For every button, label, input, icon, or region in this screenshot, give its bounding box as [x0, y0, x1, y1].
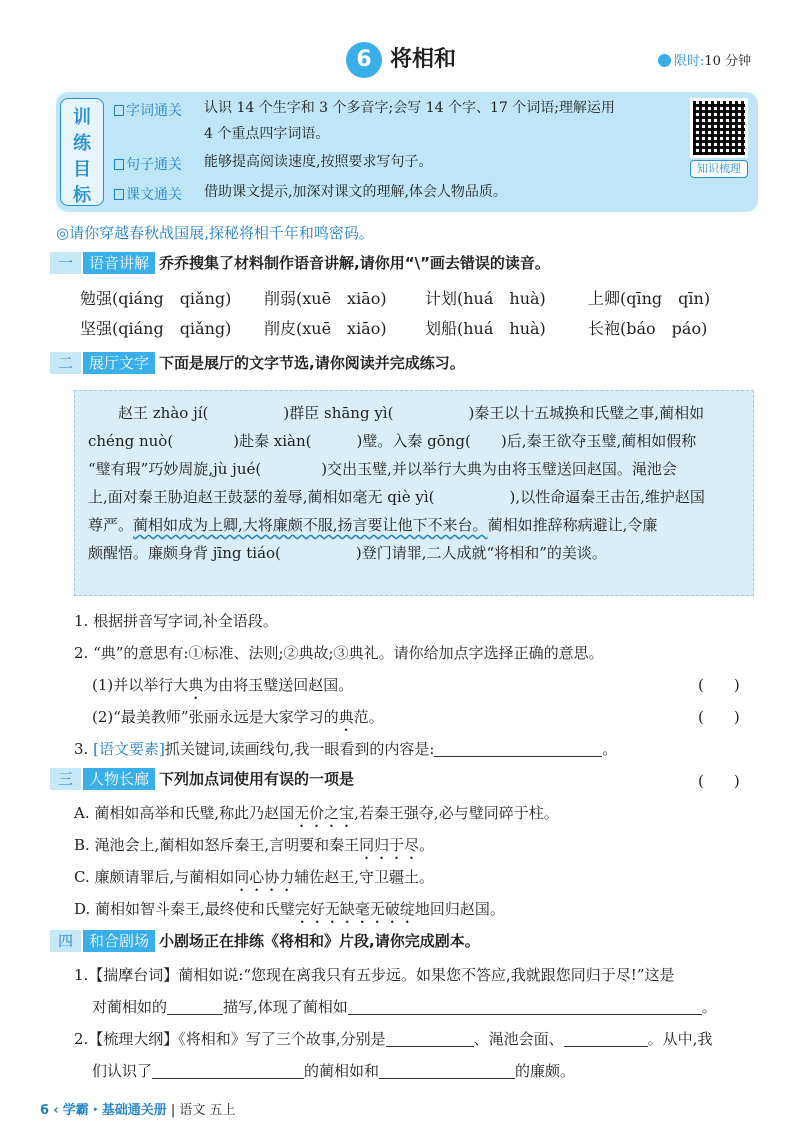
time-limit-value: 10 分钟 — [704, 54, 752, 69]
question-2-1: 1. 根据拼音写字词,补全语段。 — [74, 612, 278, 630]
goal-label-words: 字词通关 — [114, 100, 182, 120]
clock-icon — [658, 54, 671, 67]
goal-text: 4 个重点四字词语。 — [204, 126, 330, 142]
section-instruction: 小剧场正在排练《将相和》片段,请你完成剧本。 — [159, 932, 480, 950]
goal-text: 认识 14 个生字和 3 个多音字;会写 14 个字、17 个词语;理解运用 — [204, 100, 615, 116]
passage-line: “璧有瑕”巧妙周旋,jù jué( )交出玉璧,并以举行大典为由将玉璧送回赵国。渑池会 — [88, 460, 677, 478]
section-3-header — [50, 768, 354, 790]
page-number: 6 — [40, 1103, 50, 1118]
section-4-header — [50, 930, 480, 952]
book-brand: 学霸・基础通关册 — [62, 1103, 167, 1118]
lesson-number-badge: 6 — [346, 42, 382, 78]
chevron-left-icon: ‹ — [53, 1103, 59, 1118]
pinyin-item: 削皮(xuē xiāo) — [264, 319, 387, 338]
pinyin-item: 勉强(qiáng qiǎng) — [80, 289, 232, 308]
goal-label-sentences: 句子通关 — [114, 154, 182, 174]
option-b[interactable]: B. 渑池会上,蔺相如怒斥秦王,言明要和秦王同归于尽。 — [74, 836, 435, 854]
pinyin-item: 划船(huá huà) — [425, 319, 546, 338]
book-subject: 语文 五上 — [179, 1103, 236, 1118]
key-sentence: 蔺相如成为上卿,大将廉颇不服,扬言要让他下不来台。 — [133, 516, 488, 534]
pinyin-item: 上卿(qīng qīn) — [588, 289, 711, 308]
option-a[interactable]: A. 蔺相如高举和氏璧,称此乃赵国无价之宝,若秦王强夺,必与璧同碎于柱。 — [74, 804, 559, 822]
section-name: 语音讲解 — [83, 252, 155, 274]
answer-blank[interactable] — [386, 1031, 474, 1047]
training-goals-tag — [60, 98, 104, 206]
option-c[interactable]: C. 廉颇请罪后,与蔺相如同心协力辅佐赵王,守卫疆土。 — [74, 868, 435, 886]
option-d[interactable]: D. 蔺相如智斗秦王,最终使和氏璧完好无缺毫无破绽地回归赵国。 — [74, 900, 505, 918]
footer-separator: | — [170, 1103, 176, 1118]
section-number: 一 — [50, 252, 81, 274]
question-2-2-2: (2)“最美教师”张丽永远是大家学习的典范。 — [92, 708, 384, 726]
checkbox-icon — [114, 159, 124, 170]
time-limit-label: 限时: — [674, 54, 705, 69]
answer-blank[interactable] — [379, 1063, 515, 1079]
goal-text: 借助课文提示,加深对课文的理解,体会人物品质。 — [204, 184, 507, 200]
section-2-header — [50, 352, 465, 374]
goal-text: 能够提高阅读速度,按照要求写句子。 — [204, 154, 433, 170]
section-name: 人物长廊 — [83, 768, 155, 790]
question-4-2: 2.【梳理大纲】《将相和》写了三个故事,分别是 、渑池会面、 。从中,我 — [74, 1030, 713, 1048]
qr-label: 知识梳理 — [690, 160, 748, 178]
answer-blank[interactable] — [564, 1031, 648, 1047]
passage-line: 赵王 zhào jí( )群臣 shāng yì( )秦王以十五城换和氏璧之事,蔺相如 — [118, 404, 705, 422]
pinyin-item: 计划(huá huà) — [425, 289, 546, 308]
checkbox-icon — [114, 189, 124, 200]
passage-line: 上,面对秦王胁迫赵王鼓瑟的羞辱,蔺相如毫无 qiè yì( ),以性命逼秦王击缶,维护赵国 — [88, 488, 705, 506]
answer-paren[interactable]: ( ) — [698, 772, 740, 790]
passage-line: chéng nuò( )赴秦 xiàn( )璧。入秦 gōng( )后,秦王欲夺玉璧,蔺相如假称 — [88, 432, 697, 450]
pinyin-item: 长袍(báo páo) — [588, 319, 708, 338]
question-2-2: 2. “典”的意思有:①标准、法则;②典故;③典礼。请你给加点字选择正确的意思。 — [74, 644, 604, 662]
passage-line: 颇醒悟。廉颇身背 jīng tiáo( )登门请罪,二人成就“将相和”的美谈。 — [88, 544, 607, 562]
goals-tag-char: 练 — [73, 133, 91, 154]
goals-tag-char: 训 — [73, 107, 91, 128]
answer-blank[interactable] — [434, 741, 602, 757]
section-number: 四 — [50, 930, 81, 952]
section-number: 二 — [50, 352, 81, 374]
intro-text: ◎请你穿越春秋战国展,探秘将相千年和鸣密码。 — [56, 224, 374, 242]
section-name: 展厅文字 — [83, 352, 155, 374]
question-4-1-cont: 对蔺相如的 描写,体现了蔺相如 。 — [92, 998, 717, 1016]
answer-paren[interactable]: ( ) — [698, 708, 740, 726]
section-name: 和合剧场 — [83, 930, 155, 952]
goals-tag-char: 目 — [73, 159, 91, 180]
checkbox-icon — [114, 105, 124, 116]
question-4-2-cont: 们认识了 的蔺相如和 的廉颇。 — [92, 1062, 576, 1080]
answer-blank[interactable] — [167, 999, 223, 1015]
time-limit — [658, 50, 751, 69]
passage-line: 尊严。蔺相如成为上卿,大将廉颇不服,扬言要让他下不来台。蔺相如推辞称病避让,令廉 — [88, 516, 658, 534]
question-4-1: 1.【揣摩台词】蔺相如说:“您现在离我只有五步远。如果您不答应,我就跟您同归于尽!”这是 — [74, 966, 675, 984]
question-2-3: 3. [语文要素]抓关键词,读画线句,我一眼看到的内容是: 。 — [74, 740, 618, 758]
section-instruction: 下列加点词使用有误的一项是 — [159, 770, 355, 788]
goals-tag-char: 标 — [73, 185, 91, 206]
section-instruction: 下面是展厅的文字节选,请你阅读并完成练习。 — [159, 354, 465, 372]
page-footer — [40, 1099, 236, 1118]
answer-paren[interactable]: ( ) — [698, 676, 740, 694]
section-1-header — [50, 252, 550, 274]
section-instruction: 乔乔搜集了材料制作语音讲解,请你用“\”画去错误的读音。 — [159, 254, 550, 272]
pinyin-item: 坚强(qiáng qiǎng) — [80, 319, 232, 338]
answer-blank[interactable] — [348, 999, 702, 1015]
goal-label-text: 课文通关 — [114, 184, 182, 204]
answer-blank[interactable] — [152, 1063, 304, 1079]
lesson-title: 将相和 — [390, 47, 457, 72]
section-number: 三 — [50, 768, 81, 790]
question-2-2-1: (1)并以举行大典为由将玉璧送回赵国。 — [92, 676, 354, 694]
qr-code[interactable] — [690, 98, 748, 158]
pinyin-item: 削弱(xuē xiāo) — [264, 289, 387, 308]
